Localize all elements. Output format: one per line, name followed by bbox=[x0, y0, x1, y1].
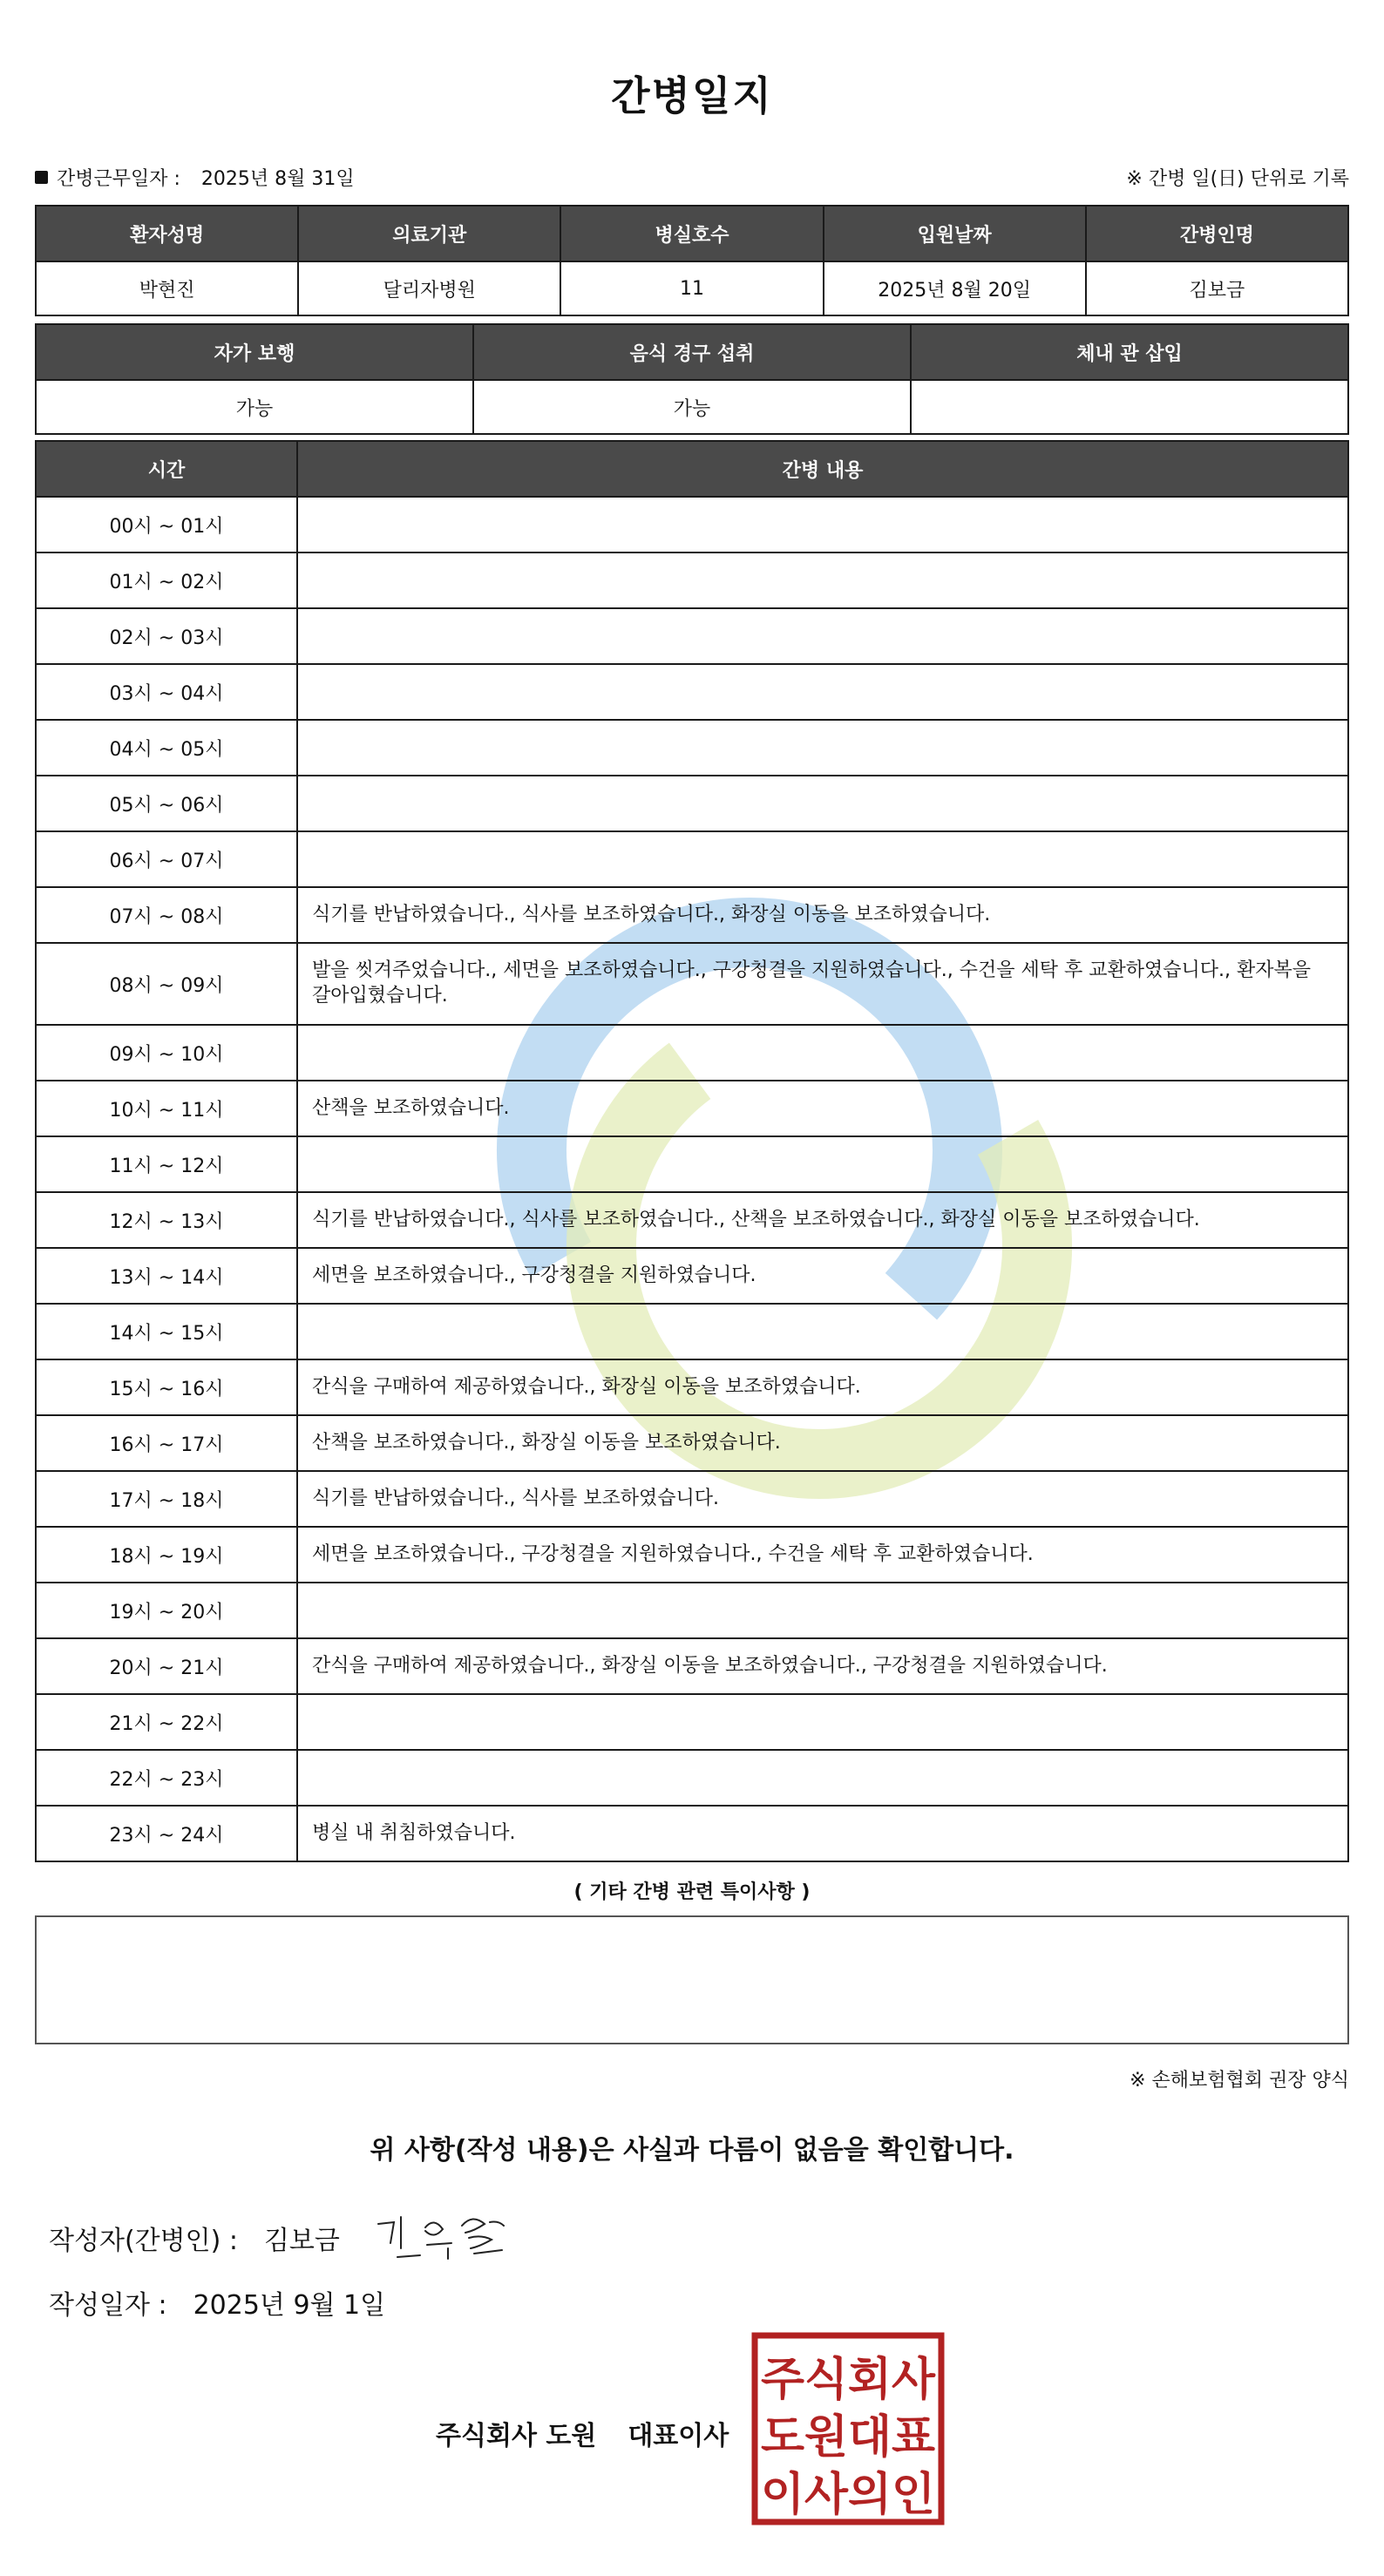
company-line bbox=[436, 2414, 729, 2452]
time-slot: 18시 ~ 19시 bbox=[36, 1527, 297, 1583]
page-title: 간병일지 bbox=[611, 72, 773, 119]
special-notes-box bbox=[35, 1915, 1349, 2044]
care-content bbox=[297, 1750, 1348, 1806]
care-log-table bbox=[35, 440, 1349, 1862]
company-representative: 대표이사 bbox=[628, 2421, 729, 2451]
header-time: 시간 bbox=[36, 441, 297, 497]
care-log-row bbox=[36, 1136, 1348, 1192]
time-slot: 10시 ~ 11시 bbox=[36, 1081, 297, 1136]
care-log-row bbox=[36, 1192, 1348, 1248]
care-content bbox=[297, 776, 1348, 831]
care-log-row bbox=[36, 1025, 1348, 1081]
care-content bbox=[297, 664, 1348, 720]
handwritten-signature bbox=[371, 2205, 528, 2266]
time-slot: 23시 ~ 24시 bbox=[36, 1806, 297, 1861]
care-log-row bbox=[36, 1527, 1348, 1583]
care-content bbox=[297, 1025, 1348, 1081]
care-log-row bbox=[36, 1471, 1348, 1527]
svg-text:주식회사: 주식회사 bbox=[761, 2354, 936, 2406]
care-content bbox=[297, 1583, 1348, 1638]
confirmation-statement: 위 사항(작성 내용)은 사실과 다름이 없음을 확인합니다. bbox=[370, 2135, 1014, 2166]
special-notes-title: ( 기타 간병 관련 특이사항 ) bbox=[573, 1881, 811, 1903]
company-seal bbox=[751, 2332, 945, 2525]
time-slot: 17시 ~ 18시 bbox=[36, 1471, 297, 1527]
care-log-row bbox=[36, 1248, 1348, 1304]
time-slot: 03시 ~ 04시 bbox=[36, 664, 297, 720]
time-slot: 21시 ~ 22시 bbox=[36, 1694, 297, 1750]
patient-header-row bbox=[36, 206, 1348, 261]
patient-name: 박현진 bbox=[36, 261, 298, 315]
care-log-row bbox=[36, 1583, 1348, 1638]
write-date-value: 2025년 9월 1일 bbox=[193, 2290, 386, 2321]
care-content: 산책을 보조하였습니다. bbox=[297, 1081, 1348, 1136]
time-slot: 02시 ~ 03시 bbox=[36, 608, 297, 664]
header-room: 병실호수 bbox=[560, 206, 823, 261]
work-date-label: 간병근무일자 : bbox=[57, 168, 180, 190]
care-content bbox=[297, 1304, 1348, 1359]
care-log-row bbox=[36, 497, 1348, 552]
time-slot: 19시 ~ 20시 bbox=[36, 1583, 297, 1638]
writer-label: 작성자(간병인) : bbox=[49, 2226, 238, 2256]
time-slot: 22시 ~ 23시 bbox=[36, 1750, 297, 1806]
header-caregiver: 간병인명 bbox=[1086, 206, 1348, 261]
care-content: 발을 씻겨주었습니다., 세면을 보조하였습니다., 구강청결을 지원하였습니다., 수건을 세탁 후 교환하였습니다., 환자복을 갈아입혔습니다. bbox=[297, 943, 1348, 1025]
time-slot: 20시 ~ 21시 bbox=[36, 1638, 297, 1694]
patient-value-row bbox=[36, 261, 1348, 315]
care-log-row bbox=[36, 720, 1348, 776]
header-oral-intake: 음식 경구 섭취 bbox=[473, 324, 911, 380]
time-slot: 15시 ~ 16시 bbox=[36, 1359, 297, 1415]
admission-date: 2025년 8월 20일 bbox=[824, 261, 1086, 315]
care-content: 간식을 구매하여 제공하였습니다., 화장실 이동을 보조하였습니다. bbox=[297, 1359, 1348, 1415]
time-slot: 04시 ~ 05시 bbox=[36, 720, 297, 776]
care-content bbox=[297, 497, 1348, 552]
care-content: 식기를 반납하였습니다., 식사를 보조하였습니다., 화장실 이동을 보조하였습니다. bbox=[297, 887, 1348, 943]
write-date-label: 작성일자 : bbox=[49, 2290, 167, 2321]
care-content bbox=[297, 831, 1348, 887]
care-content bbox=[297, 552, 1348, 608]
time-slot: 12시 ~ 13시 bbox=[36, 1192, 297, 1248]
time-slot: 05시 ~ 06시 bbox=[36, 776, 297, 831]
time-slot: 08시 ~ 09시 bbox=[36, 943, 297, 1025]
square-bullet-icon bbox=[35, 171, 48, 184]
care-log-row bbox=[36, 1304, 1348, 1359]
care-log-row bbox=[36, 1806, 1348, 1861]
header-walking: 자가 보행 bbox=[36, 324, 473, 380]
svg-text:도원대표: 도원대표 bbox=[761, 2411, 935, 2464]
care-log-row bbox=[36, 887, 1348, 943]
header-care-content: 간병 내용 bbox=[297, 441, 1348, 497]
care-content: 세면을 보조하였습니다., 구강청결을 지원하였습니다., 수건을 세탁 후 교환하였습니다. bbox=[297, 1527, 1348, 1583]
write-date-line bbox=[49, 2283, 385, 2322]
care-log-row bbox=[36, 776, 1348, 831]
hospital-name: 달리자병원 bbox=[298, 261, 560, 315]
tube-value bbox=[911, 380, 1348, 434]
caregiver-name: 김보금 bbox=[1086, 261, 1348, 315]
walking-value: 가능 bbox=[36, 380, 473, 434]
care-content: 병실 내 취침하였습니다. bbox=[297, 1806, 1348, 1861]
header-hospital: 의료기관 bbox=[298, 206, 560, 261]
care-content bbox=[297, 608, 1348, 664]
time-slot: 01시 ~ 02시 bbox=[36, 552, 297, 608]
work-date-value: 2025년 8월 31일 bbox=[200, 168, 355, 190]
care-log-row bbox=[36, 943, 1348, 1025]
time-slot: 11시 ~ 12시 bbox=[36, 1136, 297, 1192]
header-patient-name: 환자성명 bbox=[36, 206, 298, 261]
time-slot: 13시 ~ 14시 bbox=[36, 1248, 297, 1304]
care-log-row bbox=[36, 1415, 1348, 1471]
header-tube: 체내 관 삽입 bbox=[911, 324, 1348, 380]
oral-intake-value: 가능 bbox=[473, 380, 911, 434]
form-note: ※ 손해보험협회 권장 양식 bbox=[1130, 2070, 1349, 2091]
care-content bbox=[297, 720, 1348, 776]
care-log-row bbox=[36, 1694, 1348, 1750]
care-content bbox=[297, 1694, 1348, 1750]
patient-info-table bbox=[35, 205, 1349, 316]
unit-note: ※ 간병 일(日) 단위로 기록 bbox=[1126, 168, 1349, 190]
care-content bbox=[297, 1136, 1348, 1192]
patient-status-table bbox=[35, 323, 1349, 435]
status-header-row bbox=[36, 324, 1348, 380]
care-log-row bbox=[36, 1638, 1348, 1694]
care-log-body bbox=[36, 497, 1348, 1861]
header-admission-date: 입원날짜 bbox=[824, 206, 1086, 261]
care-log-row bbox=[36, 608, 1348, 664]
care-log-row bbox=[36, 552, 1348, 608]
company-name: 주식회사 도원 bbox=[436, 2421, 597, 2451]
care-header-row bbox=[36, 441, 1348, 497]
writer-line bbox=[49, 2219, 340, 2257]
care-content: 식기를 반납하였습니다., 식사를 보조하였습니다. bbox=[297, 1471, 1348, 1527]
writer-name: 김보금 bbox=[263, 2226, 340, 2256]
care-log-row bbox=[36, 664, 1348, 720]
care-log-row bbox=[36, 1359, 1348, 1415]
svg-text:이사의인: 이사의인 bbox=[761, 2469, 935, 2521]
care-content: 간식을 구매하여 제공하였습니다., 화장실 이동을 보조하였습니다., 구강청결을 지원하였습니다. bbox=[297, 1638, 1348, 1694]
care-log-row bbox=[36, 1750, 1348, 1806]
care-content: 식기를 반납하였습니다., 식사를 보조하였습니다., 산책을 보조하였습니다., 화장실 이동을 보조하였습니다. bbox=[297, 1192, 1348, 1248]
time-slot: 16시 ~ 17시 bbox=[36, 1415, 297, 1471]
room-number: 11 bbox=[560, 261, 823, 315]
work-date bbox=[35, 164, 355, 191]
time-slot: 00시 ~ 01시 bbox=[36, 497, 297, 552]
care-content: 산책을 보조하였습니다., 화장실 이동을 보조하였습니다. bbox=[297, 1415, 1348, 1471]
time-slot: 06시 ~ 07시 bbox=[36, 831, 297, 887]
care-content: 세면을 보조하였습니다., 구강청결을 지원하였습니다. bbox=[297, 1248, 1348, 1304]
status-value-row bbox=[36, 380, 1348, 434]
care-log-row bbox=[36, 831, 1348, 887]
time-slot: 09시 ~ 10시 bbox=[36, 1025, 297, 1081]
time-slot: 07시 ~ 08시 bbox=[36, 887, 297, 943]
care-log-row bbox=[36, 1081, 1348, 1136]
time-slot: 14시 ~ 15시 bbox=[36, 1304, 297, 1359]
